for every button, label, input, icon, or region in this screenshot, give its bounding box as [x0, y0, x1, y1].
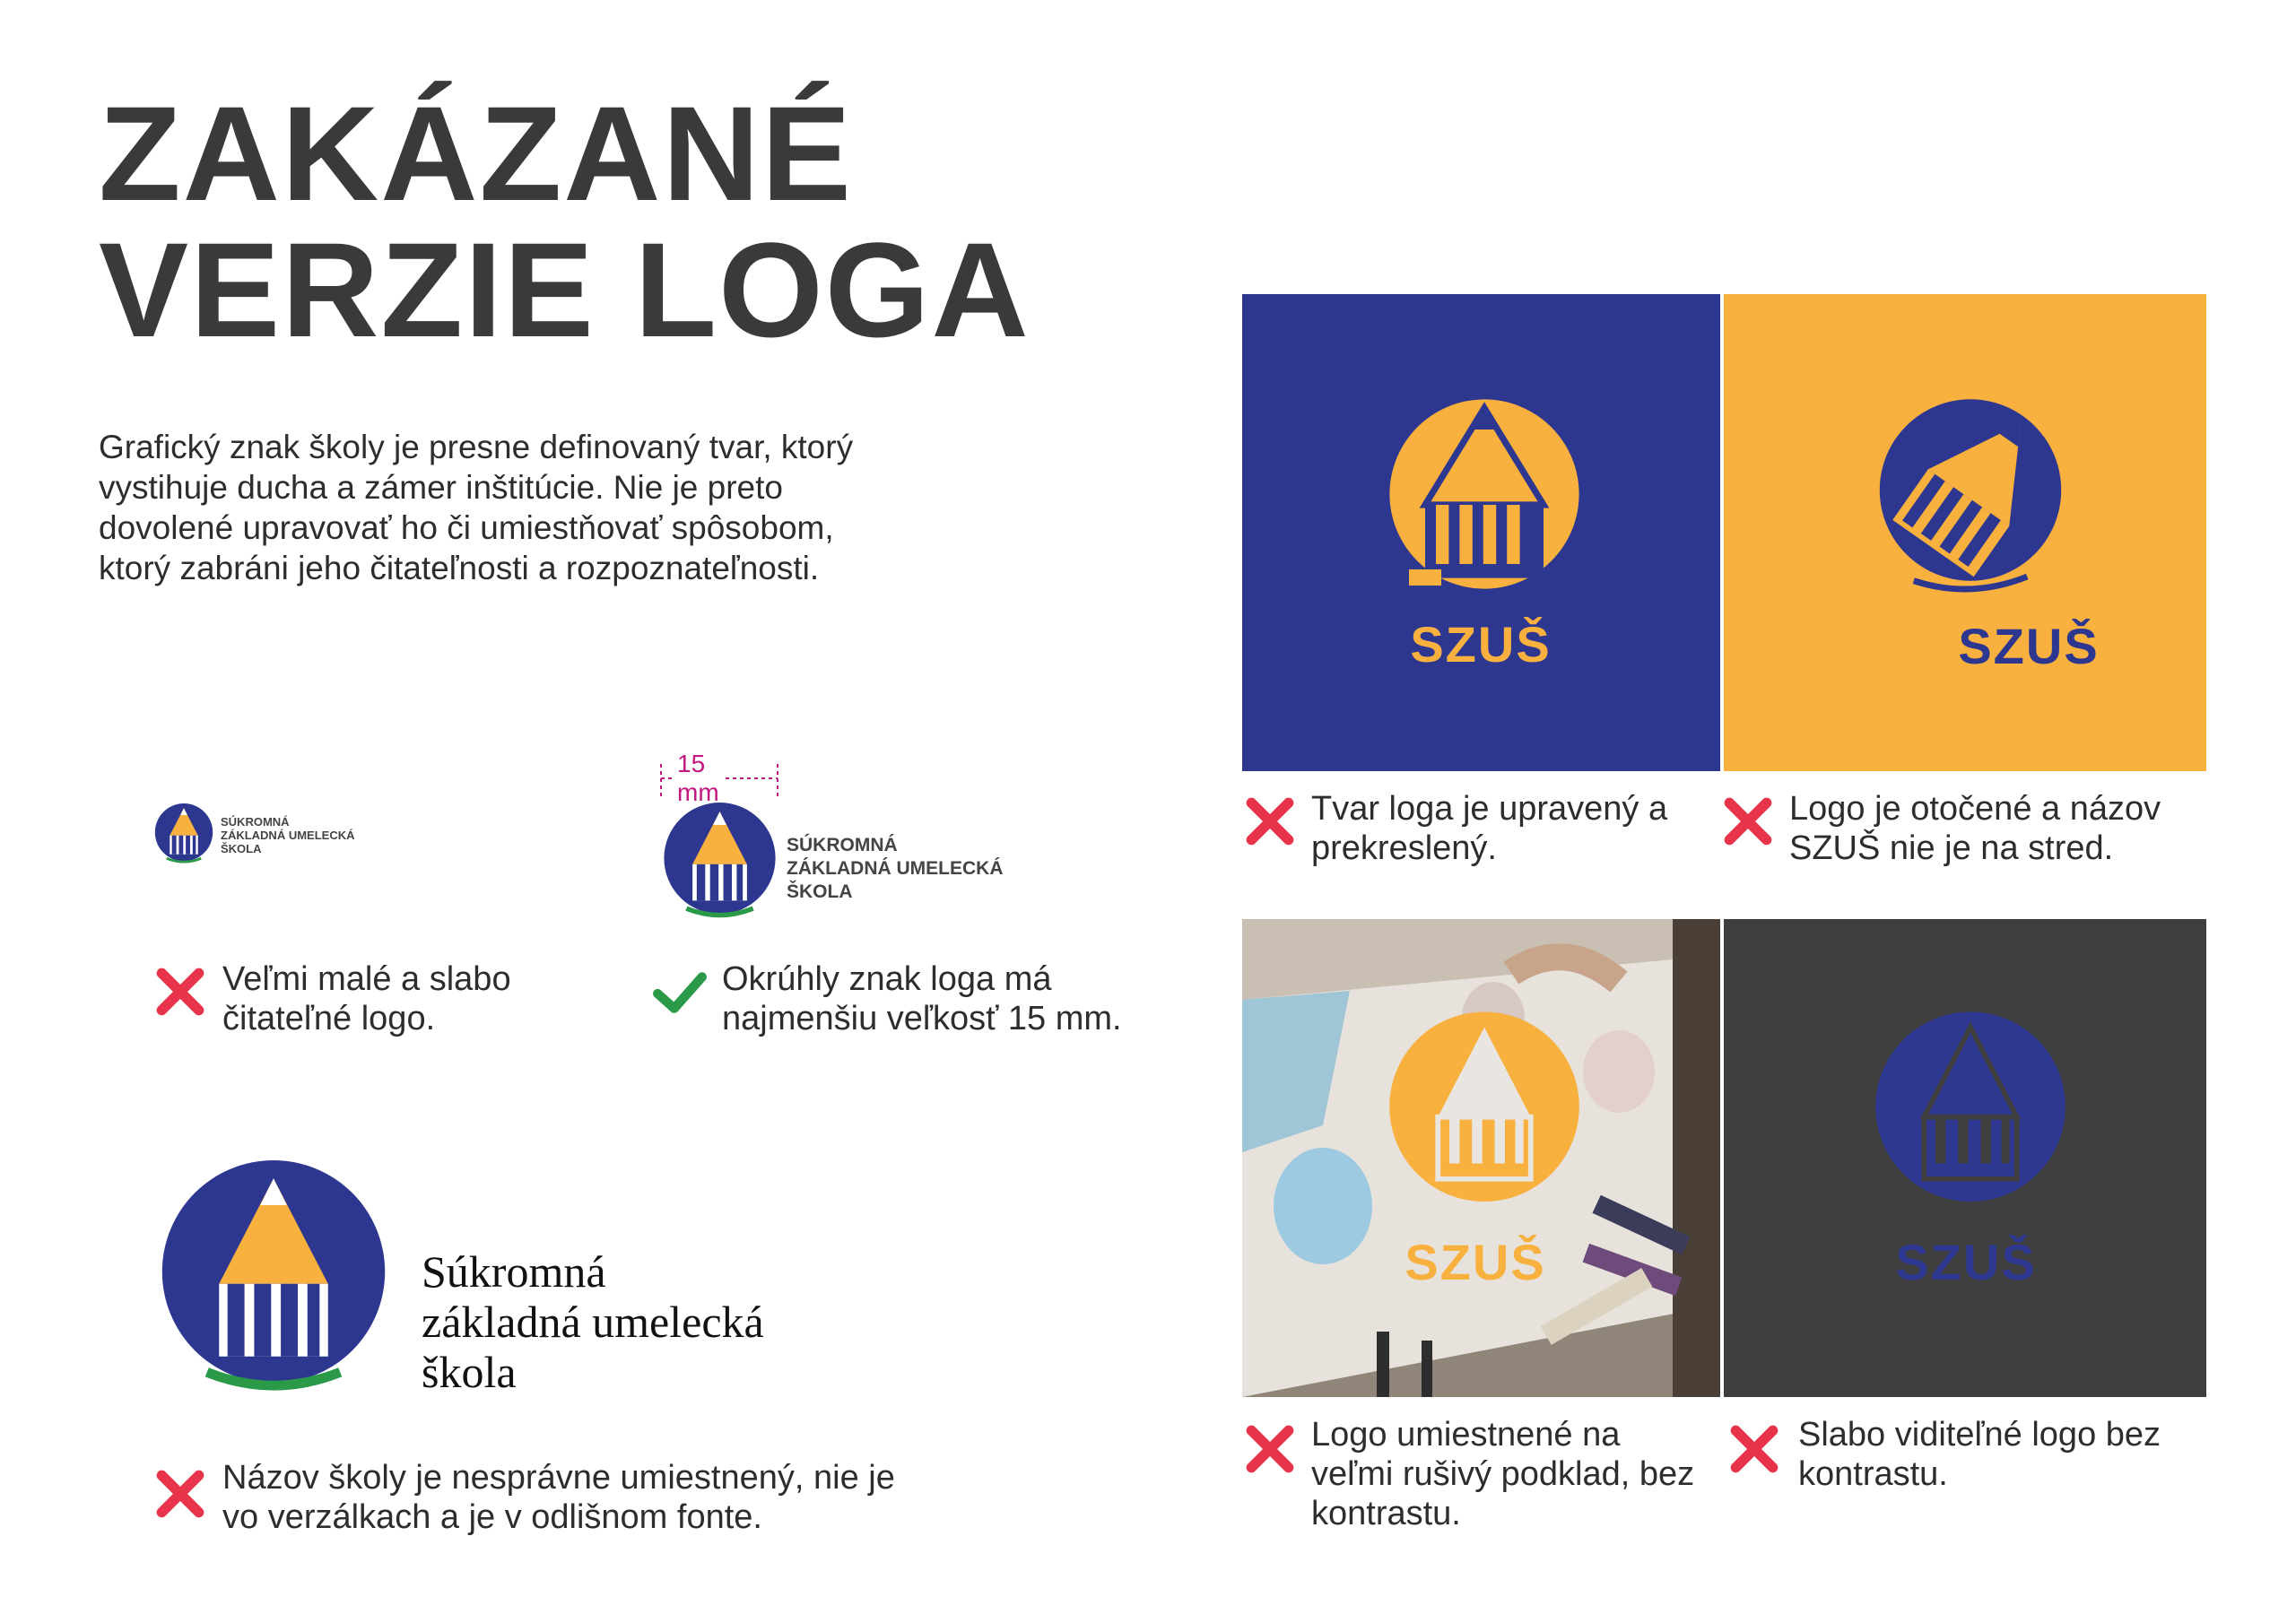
panel-low-contrast	[1724, 919, 2206, 1397]
panel-2-status	[1720, 794, 1776, 854]
panel-3-caption: Logo umiestnené na veľmi rušivý podklad, bez kontrastu.	[1311, 1416, 1695, 1532]
panel-logo-text: SZUŠ	[1958, 618, 2100, 674]
small-logo-status	[152, 964, 208, 1024]
small-logo-name	[221, 815, 382, 855]
panel-3-status	[1242, 1421, 1298, 1481]
logo-line: ŠKOLA	[221, 842, 262, 855]
panel-logo-text: SZUŠ	[1895, 1234, 2037, 1290]
wrong-font-caption: Názov školy je nesprávne umiestnený, nie je vo verzálkach a je v odlišnom fonte.	[222, 1459, 895, 1536]
cross-icon	[1242, 794, 1298, 849]
wrong-font-logo-name	[422, 1246, 870, 1397]
minimum-size-status	[652, 964, 708, 1024]
cross-icon	[1720, 794, 1776, 849]
redrawn-logo-icon	[1377, 397, 1592, 612]
logo-line: základná umelecká	[422, 1297, 764, 1347]
school-logo-icon	[152, 803, 215, 865]
check-icon	[652, 964, 708, 1020]
logo-line: ZÁKLADNÁ UMELECKÁ	[221, 829, 355, 842]
panel-logo-text: SZUŠ	[1405, 1234, 1546, 1290]
panel-4-caption: Slabo viditeľné logo bez kontrastu.	[1798, 1416, 2161, 1493]
cross-icon	[152, 1466, 208, 1522]
panel-rotated-logo	[1724, 294, 2206, 771]
logo-line: škola	[422, 1347, 517, 1397]
panel-logo-text: SZUŠ	[1410, 616, 1552, 673]
school-logo-icon	[659, 801, 780, 922]
logo-line: SÚKROMNÁ	[787, 835, 898, 855]
panel-1-caption: Tvar loga je upravený a prekreslený.	[1311, 790, 1668, 867]
cross-icon	[1242, 1421, 1298, 1477]
small-logo-caption: Veľmi malé a slabo čitateľné logo.	[222, 960, 511, 1037]
panel-4-status	[1726, 1421, 1782, 1481]
panel-busy-background	[1242, 919, 1720, 1397]
cross-icon	[152, 964, 208, 1020]
school-logo-icon	[1381, 1009, 1587, 1215]
wrong-font-status	[152, 1466, 208, 1526]
minimum-logo-name	[787, 834, 1056, 904]
intro-paragraph: Grafický znak školy je presne definovaný tvar, ktorý vystihuje ducha a zámer inštitúcie. Nie je preto dovolené upravovať ho či umiestňovať spôsobom, ktorý zabráni jeho čitateľnosti a rozpoznateľnosti.	[99, 429, 854, 586]
school-logo-icon	[152, 1157, 395, 1399]
title-line-1: ZAKÁZANÉ	[99, 78, 853, 229]
cross-icon	[1726, 1421, 1782, 1477]
logo-line: Súkromná	[422, 1246, 606, 1297]
dimension-label: 15 mm	[672, 750, 725, 807]
logo-line: SÚKROMNÁ	[221, 815, 290, 829]
logo-line: ZÁKLADNÁ UMELECKÁ	[787, 858, 1004, 879]
panel-redrawn-logo	[1242, 294, 1720, 771]
panel-1-status	[1242, 794, 1298, 854]
page-title	[99, 78, 1031, 365]
school-logo-icon	[1867, 1009, 2074, 1215]
logo-line: ŠKOLA	[787, 881, 853, 902]
panel-2-caption: Logo je otočené a názov SZUŠ nie je na stred.	[1789, 790, 2161, 867]
rotated-logo-icon	[1867, 397, 2074, 603]
minimum-size-caption: Okrúhly znak loga má najmenšiu veľkosť 15 mm.	[722, 960, 1122, 1037]
title-line-2: VERZIE LOGA	[99, 214, 1031, 365]
